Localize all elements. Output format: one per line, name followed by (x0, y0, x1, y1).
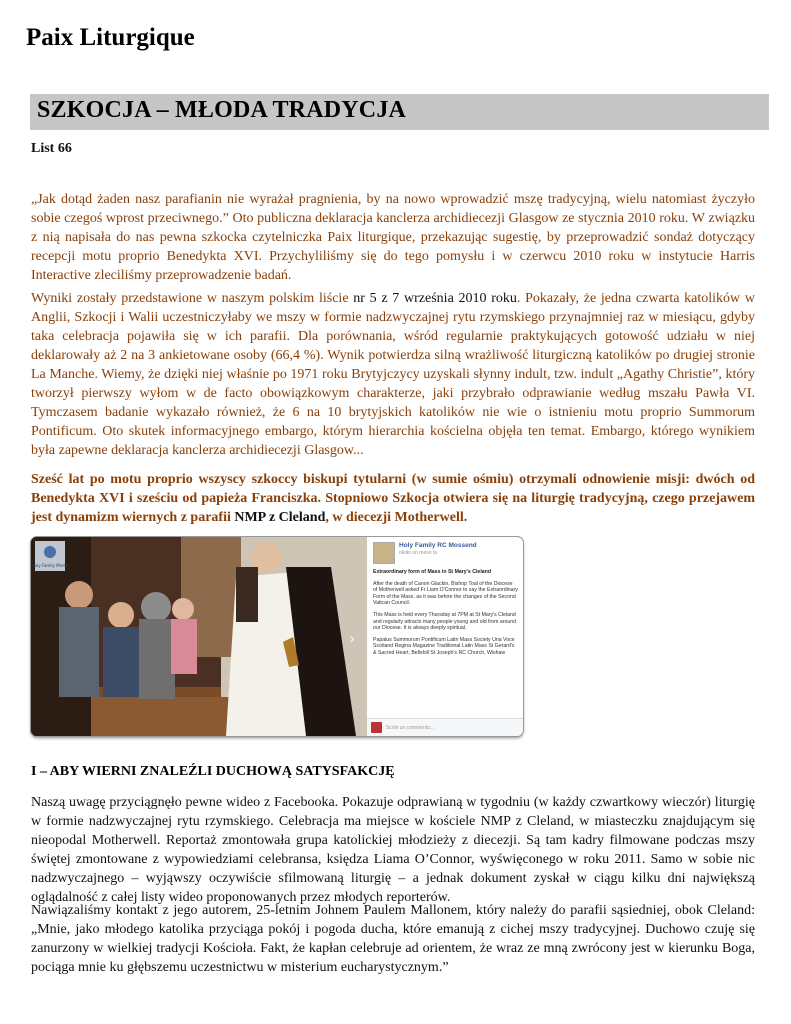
paragraph-3-text-a: Sześć lat po motu proprio wszyscy szkoccy biskupi tytularni (w sumie ośmiu) otrzymali odnowienie misji: dwóch od Benedykta XVI i sześciu od papieża Franciszka. Stopniowo Szkocja otwiera się na liturgię tradycyjną, czego przejawem jest dynamizm wiernych z parafii (31, 472, 755, 525)
facebook-post-panel (367, 537, 523, 736)
post-text-2: This Mass is held every Thursday at 7PM at St Mary's Cleland and regularly attracts many people young and old from around our Diocese. It is always deeply spiritual. (373, 611, 517, 632)
facebook-post-body (373, 569, 518, 657)
paragraph-2-text-a: Wyniki zostały przedstawione w naszym polskim liście (31, 291, 354, 306)
comment-input[interactable]: Scrivi un commento... (386, 724, 435, 731)
paragraph-4: Naszą uwagę przyciągnęło pewne wideo z Facebooka. Pokazuje odprawianą w tygodniu (w każdy czwartkowy wieczór) liturgię w formie nadzwyczajnej rytu rzymskiego. Celebracja ma miejsce w kościele NMP z Cleland, w miasteczku znajdującym się nieopodal Motherwell. Reportaż zmontowała grupa katolickiej młodzieży z diecezji. Są tam kadry filmowane podczas mszy świętej zmontowane z wypowiedziami celebransa, księdza Liama O’Connor, wyświęconego w roku 2011. Samo w sobie nic nadzwyczajnego – wyjąwszy oczywiście sfilmowaną liturgię – a jednak dokument zyskał w ciągu kilku dni największą oglądalność z całej listy wideo proponowanych przez młodych reporterów. (31, 795, 755, 905)
chevron-right-icon[interactable]: › (349, 629, 356, 648)
mass-scene-illustration (31, 537, 367, 736)
photo-logo-text: Holy Family Media (31, 563, 69, 568)
commenter-avatar (371, 722, 382, 733)
paragraph-5: Nawiązaliśmy kontakt z jego autorem, 25-letnim Johnem Paulem Mallonem, który należy do parafii sąsiedniej, obok Cleland: „Mnie, jako młodego katolika przyciąga pokój i pogoda ducha, które emanują z cichej mszy tradycyjnej. Duchowo czuję się zanurzony w wielkiej tradycji Kościoła. Fakt, że kapłan celebruje ad orientem, że wraz ze mną zwrócony jest w kierunku Boga, pociąga mnie ku głębszemu uczestnictwu w misterium eucharystycznym.” (31, 903, 755, 975)
paragraph-1: „Jak dotąd żaden nasz parafianin nie wyrażał pragnienia, by na nowo wprowadzić mszę tradycyjną, wielu natomiast życzyło sobie czegoś wprost przeciwnego.” Oto publiczna deklaracja kanclerza archidiecezji Glasgow ze stycznia 2010 roku. W związku z nią napisała do nas pewna szkocka czytelniczka Paix liturgique, przekazując sugestię, by przeprowadzić sondaż dotyczący recepcji motu proprio Benedykta XVI. Przychyliliśmy się do tego pomysłu i w czerwcu 2010 roku w instytucie Harris Interactive zleciliśmy przeprowadzenie badań. (31, 192, 755, 283)
list-number: List 66 (31, 141, 72, 156)
page-avatar[interactable] (373, 542, 395, 564)
mass-photo (31, 537, 367, 736)
paragraph-3-text-c: , w diecezji Motherwell. (325, 510, 468, 525)
paragraph-2 (31, 289, 755, 460)
parish-name: NMP z Cleland (234, 510, 326, 525)
article-title: SZKOCJA – MŁODA TRADYCJA (37, 97, 407, 123)
facebook-post-header (373, 542, 518, 564)
post-text-1: After the death of Canon Glackin, Bishop Toal of the Diocese of Motherwell asked Fr Liam O'Connor to say the Extraordinary Form of the Mass, as it was before the changes of the Second Vatican Council. (373, 580, 518, 607)
facebook-video-image[interactable] (31, 537, 523, 736)
newsletter-reference-link[interactable]: nr 5 z 7 września 2010 roku (353, 291, 517, 306)
article-title-bar (30, 94, 769, 130)
paragraph-3 (31, 470, 755, 527)
paragraph-2-text-c: . Pokazały, że jedna czwarta katolików w Anglii, Szkocji i Walii uczestniczyłaby we mszy w formie nadzwyczajnej rytu rzymskiego przynajmniej raz w miesiącu, gdyby taka celebracja pojawiła się w ich parafii. Dla porównania, wśród regularnie praktykujących gotowość udziału w niej deklarowały aż 2 na 3 ankietowane osoby (66,4 %). Wynik potwierdza silną wrażliwość liturgiczną katolików po drugiej stronie La Manche. Wiemy, że dzięki niej właśnie po 1971 roku Brytyjczycy uzyskali słynny indult, tzw. indult „Agathy Christie”, który tworzył pierwszy wyłom w de facto obowiązkowym charakterze, jaki przybrało odprawianie według mszału Pawła VI. Tymczasem badanie wykazało również, że 6 na 10 brytyjskich katolików nie wie o istnieniu motu proprio Summorum Pontificum. Oto skutek informacyjnego embargo, którym hierarchia kościelna objęła ten temat. Embargo, którego wynikiem była zapewne deklaracja kanclerza archidiecezji Glasgow... (31, 291, 755, 458)
site-title: Paix Liturgique (26, 24, 195, 51)
post-timestamp: około un mese fa (399, 550, 438, 556)
facebook-page-name[interactable]: Holy Family RC Mossend (399, 542, 477, 549)
post-text-3: Papalus Summorum Pontificum Latin Mass Society Una Voce Scotland Regina Magazine Traditional Latin Mass St Gerard's & Sacred Heart, Bellshill St Joseph's RC Church, Wishaw (373, 636, 515, 656)
comment-bar[interactable] (367, 718, 523, 736)
post-headline: Extraordinary form of Mass in St Mary's Cleland (373, 569, 491, 575)
section-heading: I – ABY WIERNI ZNALEŹLI DUCHOWĄ SATYSFAKCJĘ (31, 764, 395, 779)
